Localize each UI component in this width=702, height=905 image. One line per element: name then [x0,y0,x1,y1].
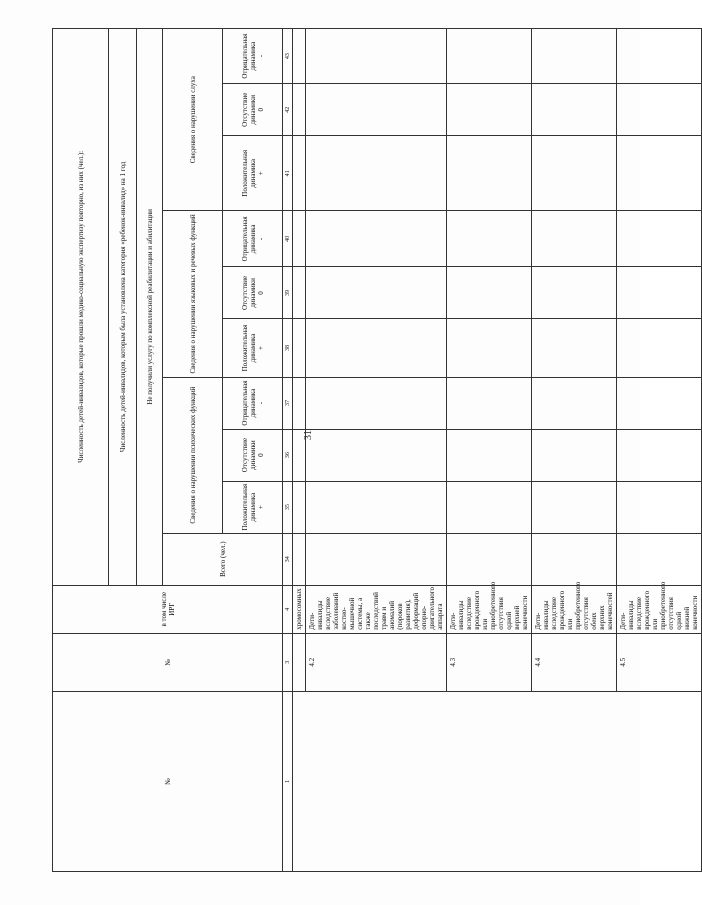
page-number: 31 [303,430,314,440]
header-col-no2: № [53,633,283,691]
row-label: хромосомных [293,585,306,633]
header-top-title: Численность детей-инвалидов, которые прошли медико-социальную экспертизу повторно, из них (чел.): [53,29,109,586]
row-no: 4.5 [617,633,702,691]
rotated-table-sheet [52,28,699,872]
col-number: 39 [283,267,293,319]
header-col-sub: в том числе ИРГ [53,585,283,633]
row-label: Дети-инвалиды вследствие врожденного или приобретенного отсутствия одной нижней конечности [617,585,702,633]
row-no: 4.4 [532,633,617,691]
col-number: 36 [283,429,293,481]
col-number: 34 [283,533,293,585]
header-dyn-zero: Отсутствие динамики 0 [223,267,283,319]
col-number: 38 [283,319,293,377]
header-group-hearing: Сведения о нарушении слуха [163,29,223,211]
col-number: 4 [283,585,293,633]
row-group-no [293,691,702,871]
header-dyn-pos: Положительная динамика + [223,481,283,533]
header-dyn-zero: Отсутствие динамики 0 [223,84,283,136]
header-second-title: Численность детей-инвалидов, которым была установлена категория «ребенок-инвалид» на 1 год [109,29,137,586]
header-col-no: № [53,691,283,871]
col-number: 3 [283,633,293,691]
row-label: Дети-инвалиды вследствие врожденного или приобретенного отсутствия одной верхней конечности [447,585,532,633]
header-dyn-neg: Отрицательная динамика - [223,377,283,429]
col-number: 41 [283,136,293,211]
statistics-table [52,28,702,872]
row-no [293,633,306,691]
header-group-speech: Сведения о нарушении языковых и речевых функций [163,211,223,377]
col-number: 43 [283,29,293,84]
col-number: 37 [283,377,293,429]
header-dyn-neg: Отрицательная динамика - [223,211,283,267]
col-number: 40 [283,211,293,267]
col-number: 35 [283,481,293,533]
header-third-title: Не получили услугу по комплексной реабилитации и абилитации [137,29,163,586]
row-label: Дети-инвалиды вследствие заболеваний костно-мышечной системы, а также последствий травм и аномалий (пороков развития), деформаций опорно-двигательного аппарата [306,585,447,633]
header-group-psych: Сведения о нарушении психических функций [163,377,223,533]
col-number: 1 [283,691,293,871]
row-label: Дети-инвалиды вследствие врожденного или приобретенного отсутствия обеих верхних конечностей [532,585,617,633]
header-total: Всего (чел.) [163,533,283,585]
header-dyn-neg: Отрицательная динамика - [223,29,283,84]
row-no: 4.3 [447,633,532,691]
header-dyn-pos: Положительная динамика + [223,136,283,211]
col-number: 42 [283,84,293,136]
row-no: 4.2 [306,633,447,691]
header-dyn-pos: Положительная динамика + [223,319,283,377]
header-dyn-zero: Отсутствие динамики 0 [223,429,283,481]
